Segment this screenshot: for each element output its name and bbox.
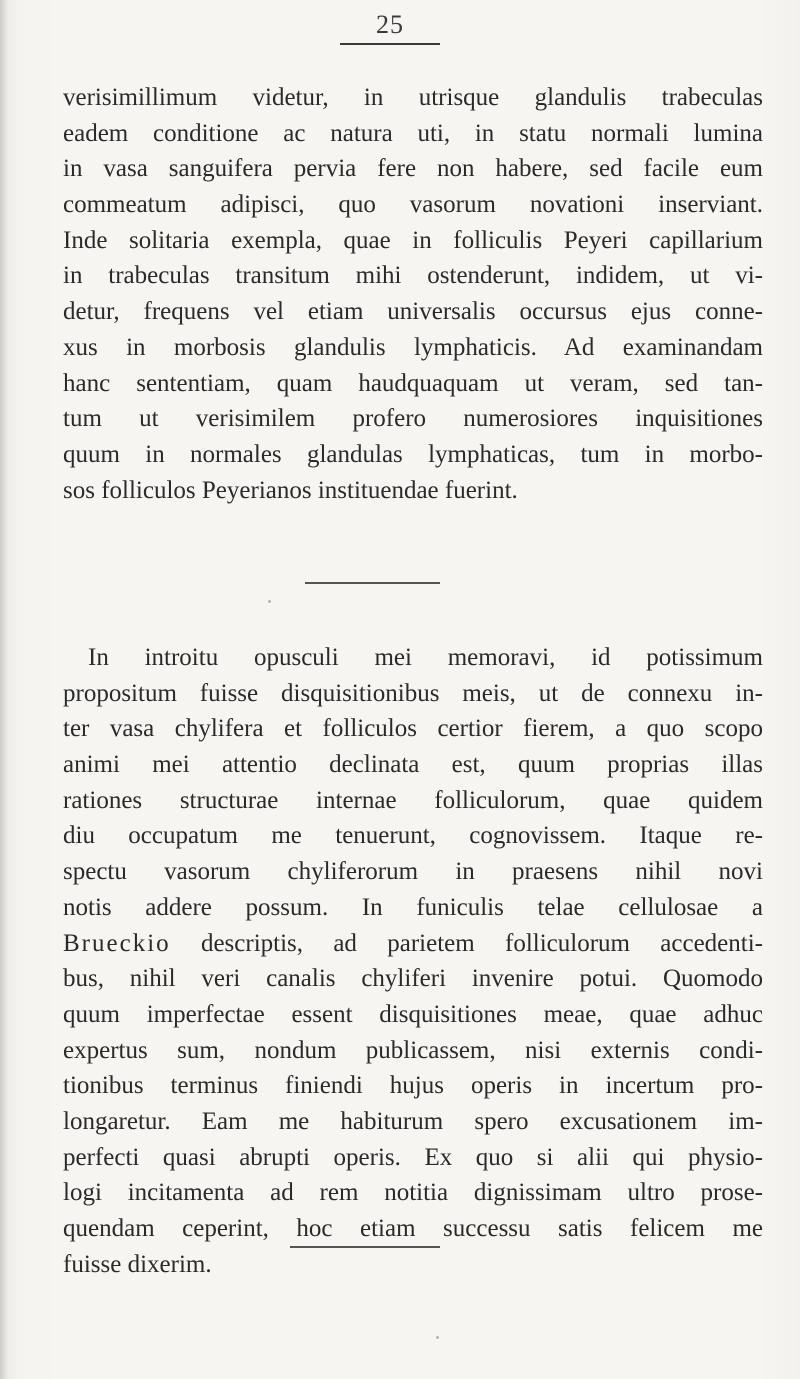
text-line: spectu vasorum chyliferorum in praesens nihil novi <box>63 858 763 886</box>
text-line: Inde solitaria exempla, quae in folliculis Peyeri capillarium <box>63 226 763 254</box>
text-line: In introitu opusculi mei memoravi, id potissimum <box>88 644 763 671</box>
text-line: ter vasa chylifera et folliculos certior fierem, a quo scopo <box>63 715 763 743</box>
text-line-with-name <box>63 926 763 962</box>
text-line: xus in morbosis glandulis lymphaticis. Ad examinandam <box>63 333 763 361</box>
text-line: animi mei attentio declinata est, quum proprias illas <box>63 751 763 779</box>
text-line: logi incitamenta ad rem notitia dignissimam ultro prose- <box>63 1179 763 1207</box>
text-line: notis addere possum. In funiculis telae cellulosae a <box>63 893 763 921</box>
page-number-rule <box>340 43 440 45</box>
text-line: propositum fuisse disquisitionibus meis, ut de connexu in- <box>63 679 763 707</box>
text-line: perfecti quasi abrupti operis. Ex quo si alii qui physio- <box>63 1143 763 1171</box>
text-line: in trabeculas transitum mihi ostenderunt, indidem, ut vi- <box>63 262 763 290</box>
author-name: Brueckio <box>63 929 171 957</box>
text-line: hanc sententiam, quam haudquaquam ut veram, sed tan- <box>63 369 763 397</box>
section-divider <box>290 1246 440 1248</box>
page-number: 25 <box>376 10 404 39</box>
paragraph-1 <box>63 80 763 508</box>
text-line: bus, nihil veri canalis chyliferi invenire potui. Quomodo <box>63 965 763 993</box>
paper-speck <box>436 1336 439 1339</box>
text-line: longaretur. Eam me habiturum spero excusationem im- <box>63 1107 763 1135</box>
text-line: rationes structurae internae folliculorum, quae quidem <box>63 786 763 814</box>
text-line: tionibus terminus finiendi hujus operis in incertum pro- <box>63 1072 763 1100</box>
text-line: sos folliculos Peyerianos instituendae fuerint. <box>63 476 518 504</box>
text-line: quum imperfectae essent disquisitiones meae, quae adhuc <box>63 1000 763 1028</box>
text-line: diu occupatum me tenuerunt, cognovissem. Itaque re- <box>63 822 763 850</box>
paragraph-2 <box>63 640 763 1282</box>
text-line: quum in normales glandulas lymphaticas, tum in morbo- <box>63 440 763 468</box>
page-gutter-shadow <box>0 0 8 1379</box>
text-line: eadem conditione ac natura uti, in statu normali lumina <box>63 119 763 147</box>
text-line: in vasa sanguifera pervia fere non habere, sed facile eum <box>63 155 763 183</box>
text-line: fuisse dixerim. <box>63 1250 212 1278</box>
paper-speck <box>268 600 271 603</box>
text-line: commeatum adipisci, quo vasorum novationi inserviant. <box>63 191 763 219</box>
text-fragment: descriptis, ad parietem folliculorum accedenti- <box>200 929 763 957</box>
text-line: expertus sum, nondum publicassem, nisi externis condi- <box>63 1036 763 1064</box>
text-line: tum ut verisimilem profero numerosiores inquisitiones <box>63 405 763 433</box>
text-line: detur, frequens vel etiam universalis occursus ejus conne- <box>63 298 763 326</box>
text-line: quendam ceperint, hoc etiam successu satis felicem me <box>63 1215 763 1242</box>
text-line: verisimillimum videtur, in utrisque glandulis trabeculas <box>63 84 763 111</box>
section-divider <box>305 582 440 584</box>
